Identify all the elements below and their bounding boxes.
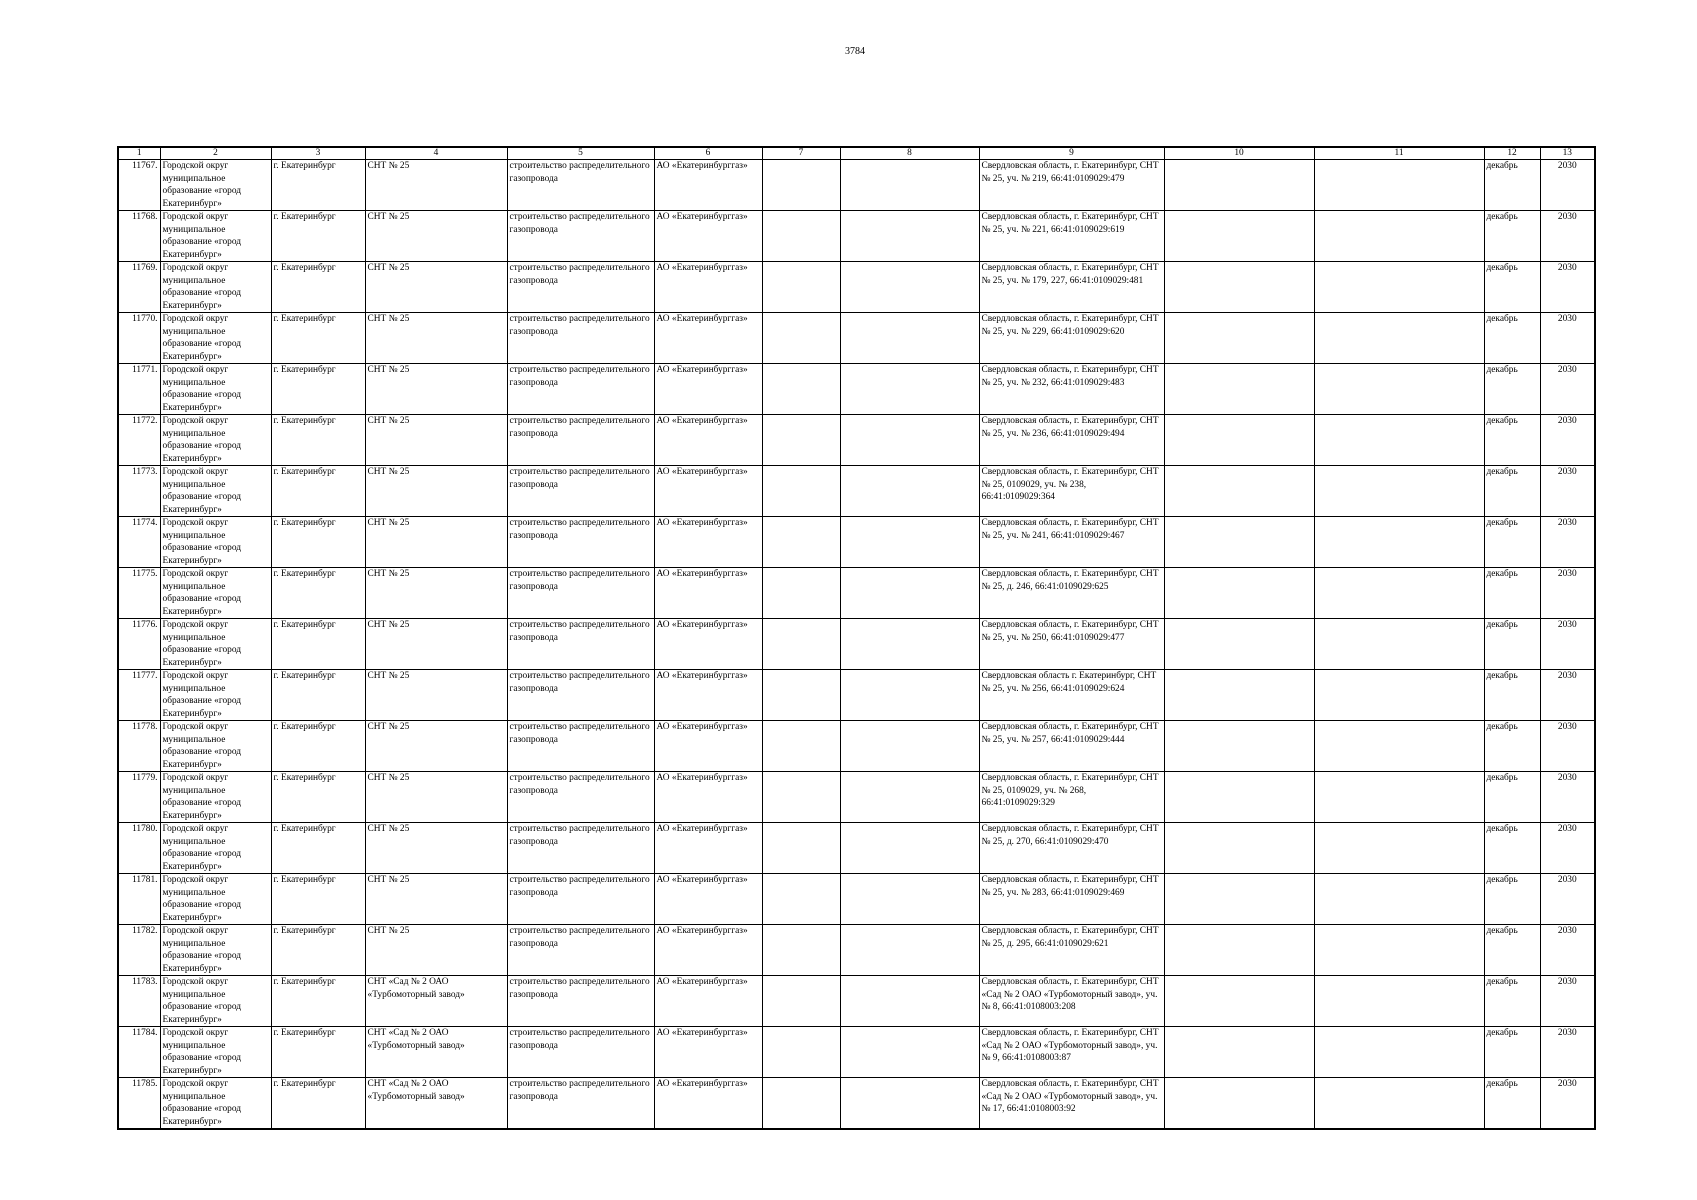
- cell-organization: Городской округ муниципальное образование «город Екатеринбург»: [160, 160, 271, 211]
- cell-city: г. Екатеринбург: [271, 772, 365, 823]
- cell-row-number: 11777.: [118, 670, 160, 721]
- cell-column-11: [1314, 925, 1484, 976]
- column-header-3: 3: [271, 147, 365, 160]
- cell-work-type: строительство распределительного газопровода: [507, 670, 654, 721]
- cell-city: г. Екатеринбург: [271, 925, 365, 976]
- column-header-8: 8: [840, 147, 979, 160]
- cell-column-10: [1164, 415, 1314, 466]
- cell-city: г. Екатеринбург: [271, 823, 365, 874]
- cell-row-number: 11767.: [118, 160, 160, 211]
- cell-company: АО «Екатеринбурггаз»: [654, 568, 762, 619]
- cell-column-8: [840, 925, 979, 976]
- cell-column-8: [840, 670, 979, 721]
- cell-city: г. Екатеринбург: [271, 211, 365, 262]
- cell-organization: Городской округ муниципальное образование «город Екатеринбург»: [160, 415, 271, 466]
- cell-organization: Городской округ муниципальное образование «город Екатеринбург»: [160, 211, 271, 262]
- cell-year: 2030: [1540, 874, 1595, 925]
- cell-row-number: 11773.: [118, 466, 160, 517]
- table-row: [118, 772, 1595, 823]
- cell-address: Свердловская область, г. Екатеринбург, СНТ № 25, уч. № 236, 66:41:0109029:494: [979, 415, 1164, 466]
- cell-column-7: [762, 670, 840, 721]
- cell-column-11: [1314, 976, 1484, 1027]
- cell-city: г. Екатеринбург: [271, 1027, 365, 1078]
- cell-work-type: строительство распределительного газопровода: [507, 925, 654, 976]
- cell-column-8: [840, 568, 979, 619]
- cell-month: декабрь: [1484, 568, 1540, 619]
- cell-column-8: [840, 823, 979, 874]
- cell-site-name: СНТ № 25: [365, 517, 507, 568]
- cell-work-type: строительство распределительного газопровода: [507, 976, 654, 1027]
- cell-address: Свердловская область, г. Екатеринбург, СНТ «Сад № 2 ОАО «Турбомоторный завод», уч. № 9, 66:41:0108003:87: [979, 1027, 1164, 1078]
- cell-row-number: 11775.: [118, 568, 160, 619]
- cell-organization: Городской округ муниципальное образование «город Екатеринбург»: [160, 619, 271, 670]
- cell-column-8: [840, 466, 979, 517]
- cell-column-11: [1314, 619, 1484, 670]
- cell-year: 2030: [1540, 772, 1595, 823]
- cell-column-7: [762, 466, 840, 517]
- cell-address: Свердловская область, г. Екатеринбург, СНТ № 25, д. 295, 66:41:0109029:621: [979, 925, 1164, 976]
- cell-organization: Городской округ муниципальное образование «город Екатеринбург»: [160, 1027, 271, 1078]
- cell-column-10: [1164, 364, 1314, 415]
- cell-column-10: [1164, 721, 1314, 772]
- cell-organization: Городской округ муниципальное образование «город Екатеринбург»: [160, 1078, 271, 1130]
- cell-column-10: [1164, 976, 1314, 1027]
- cell-column-7: [762, 415, 840, 466]
- cell-year: 2030: [1540, 466, 1595, 517]
- cell-column-8: [840, 517, 979, 568]
- cell-month: декабрь: [1484, 415, 1540, 466]
- table-row: [118, 466, 1595, 517]
- cell-column-7: [762, 568, 840, 619]
- table-row: [118, 211, 1595, 262]
- cell-year: 2030: [1540, 568, 1595, 619]
- cell-address: Свердловская область, г. Екатеринбург, СНТ № 25, уч. № 221, 66:41:0109029:619: [979, 211, 1164, 262]
- cell-company: АО «Екатеринбурггаз»: [654, 1078, 762, 1130]
- cell-month: декабрь: [1484, 211, 1540, 262]
- cell-address: Свердловская область, г. Екатеринбург, СНТ № 25, уч. № 257, 66:41:0109029:444: [979, 721, 1164, 772]
- column-header-2: 2: [160, 147, 271, 160]
- cell-year: 2030: [1540, 415, 1595, 466]
- cell-row-number: 11776.: [118, 619, 160, 670]
- cell-address: Свердловская область, г. Екатеринбург, СНТ № 25, уч. № 179, 227, 66:41:0109029:481: [979, 262, 1164, 313]
- cell-year: 2030: [1540, 619, 1595, 670]
- cell-company: АО «Екатеринбурггаз»: [654, 466, 762, 517]
- cell-column-10: [1164, 160, 1314, 211]
- cell-work-type: строительство распределительного газопровода: [507, 568, 654, 619]
- cell-site-name: СНТ «Сад № 2 ОАО «Турбомоторный завод»: [365, 976, 507, 1027]
- cell-company: АО «Екатеринбурггаз»: [654, 517, 762, 568]
- cell-column-11: [1314, 262, 1484, 313]
- cell-column-7: [762, 772, 840, 823]
- cell-row-number: 11772.: [118, 415, 160, 466]
- cell-work-type: строительство распределительного газопровода: [507, 466, 654, 517]
- cell-column-10: [1164, 1027, 1314, 1078]
- cell-row-number: 11781.: [118, 874, 160, 925]
- cell-site-name: СНТ № 25: [365, 211, 507, 262]
- cell-work-type: строительство распределительного газопровода: [507, 619, 654, 670]
- table-row: [118, 262, 1595, 313]
- table-row: [118, 721, 1595, 772]
- column-header-11: 11: [1314, 147, 1484, 160]
- cell-year: 2030: [1540, 976, 1595, 1027]
- cell-month: декабрь: [1484, 364, 1540, 415]
- cell-site-name: СНТ № 25: [365, 823, 507, 874]
- cell-month: декабрь: [1484, 670, 1540, 721]
- cell-row-number: 11771.: [118, 364, 160, 415]
- cell-year: 2030: [1540, 1027, 1595, 1078]
- cell-year: 2030: [1540, 925, 1595, 976]
- cell-site-name: СНТ № 25: [365, 874, 507, 925]
- cell-work-type: строительство распределительного газопровода: [507, 1027, 654, 1078]
- cell-column-10: [1164, 262, 1314, 313]
- cell-city: г. Екатеринбург: [271, 568, 365, 619]
- cell-month: декабрь: [1484, 313, 1540, 364]
- cell-month: декабрь: [1484, 925, 1540, 976]
- column-header-7: 7: [762, 147, 840, 160]
- cell-month: декабрь: [1484, 874, 1540, 925]
- cell-column-10: [1164, 823, 1314, 874]
- column-header-12: 12: [1484, 147, 1540, 160]
- cell-column-11: [1314, 313, 1484, 364]
- cell-company: АО «Екатеринбурггаз»: [654, 313, 762, 364]
- cell-city: г. Екатеринбург: [271, 517, 365, 568]
- cell-column-8: [840, 976, 979, 1027]
- table-row: [118, 976, 1595, 1027]
- cell-address: Свердловская область, г. Екатеринбург, СНТ № 25, д. 270, 66:41:0109029:470: [979, 823, 1164, 874]
- cell-column-11: [1314, 721, 1484, 772]
- cell-column-8: [840, 211, 979, 262]
- table-row: [118, 160, 1595, 211]
- cell-site-name: СНТ «Сад № 2 ОАО «Турбомоторный завод»: [365, 1078, 507, 1130]
- cell-column-11: [1314, 160, 1484, 211]
- cell-column-10: [1164, 313, 1314, 364]
- table-row: [118, 313, 1595, 364]
- cell-column-10: [1164, 925, 1314, 976]
- cell-year: 2030: [1540, 517, 1595, 568]
- cell-column-10: [1164, 670, 1314, 721]
- table-row: [118, 1027, 1595, 1078]
- cell-column-11: [1314, 670, 1484, 721]
- cell-month: декабрь: [1484, 466, 1540, 517]
- cell-year: 2030: [1540, 670, 1595, 721]
- cell-column-11: [1314, 568, 1484, 619]
- page-number: 3784: [845, 46, 865, 57]
- cell-column-11: [1314, 823, 1484, 874]
- cell-column-11: [1314, 772, 1484, 823]
- cell-company: АО «Екатеринбурггаз»: [654, 262, 762, 313]
- cell-organization: Городской округ муниципальное образование «город Екатеринбург»: [160, 874, 271, 925]
- cell-company: АО «Екатеринбурггаз»: [654, 1027, 762, 1078]
- cell-column-10: [1164, 466, 1314, 517]
- cell-column-10: [1164, 211, 1314, 262]
- cell-organization: Городской округ муниципальное образование «город Екатеринбург»: [160, 466, 271, 517]
- cell-row-number: 11769.: [118, 262, 160, 313]
- cell-year: 2030: [1540, 1078, 1595, 1130]
- cell-address: Свердловская область, г. Екатеринбург, СНТ № 25, уч. № 219, 66:41:0109029:479: [979, 160, 1164, 211]
- cell-address: Свердловская область, г. Екатеринбург, СНТ № 25, уч. № 229, 66:41:0109029:620: [979, 313, 1164, 364]
- cell-month: декабрь: [1484, 1027, 1540, 1078]
- table-row: [118, 670, 1595, 721]
- cell-work-type: строительство распределительного газопровода: [507, 721, 654, 772]
- cell-organization: Городской округ муниципальное образование «город Екатеринбург»: [160, 262, 271, 313]
- cell-work-type: строительство распределительного газопровода: [507, 262, 654, 313]
- cell-column-11: [1314, 364, 1484, 415]
- cell-month: декабрь: [1484, 619, 1540, 670]
- cell-column-10: [1164, 1078, 1314, 1130]
- cell-city: г. Екатеринбург: [271, 160, 365, 211]
- cell-row-number: 11785.: [118, 1078, 160, 1130]
- cell-month: декабрь: [1484, 823, 1540, 874]
- cell-column-8: [840, 262, 979, 313]
- cell-column-11: [1314, 1027, 1484, 1078]
- cell-address: Свердловская область, г. Екатеринбург, СНТ «Сад № 2 ОАО «Турбомоторный завод», уч. № 8, 66:41:0108003:208: [979, 976, 1164, 1027]
- cell-column-8: [840, 313, 979, 364]
- cell-column-8: [840, 1078, 979, 1130]
- cell-year: 2030: [1540, 211, 1595, 262]
- cell-city: г. Екатеринбург: [271, 670, 365, 721]
- cell-column-10: [1164, 568, 1314, 619]
- cell-column-10: [1164, 619, 1314, 670]
- cell-column-7: [762, 976, 840, 1027]
- cell-month: декабрь: [1484, 160, 1540, 211]
- cell-column-8: [840, 160, 979, 211]
- cell-site-name: СНТ № 25: [365, 262, 507, 313]
- cell-site-name: СНТ № 25: [365, 721, 507, 772]
- table-row: [118, 415, 1595, 466]
- cell-company: АО «Екатеринбурггаз»: [654, 721, 762, 772]
- column-header-13: 13: [1540, 147, 1595, 160]
- cell-work-type: строительство распределительного газопровода: [507, 415, 654, 466]
- cell-organization: Городской округ муниципальное образование «город Екатеринбург»: [160, 568, 271, 619]
- cell-address: Свердловская область, г. Екатеринбург, СНТ № 25, уч. № 232, 66:41:0109029:483: [979, 364, 1164, 415]
- cell-column-11: [1314, 415, 1484, 466]
- cell-site-name: СНТ № 25: [365, 466, 507, 517]
- cell-address: Свердловская область, г. Екатеринбург, СНТ № 25, уч. № 283, 66:41:0109029:469: [979, 874, 1164, 925]
- register-table: [117, 146, 1596, 1130]
- cell-address: Свердловская область, г. Екатеринбург, СНТ № 25, 0109029, уч. № 268, 66:41:0109029:329: [979, 772, 1164, 823]
- cell-column-7: [762, 262, 840, 313]
- cell-column-7: [762, 313, 840, 364]
- table-row: [118, 874, 1595, 925]
- cell-column-8: [840, 364, 979, 415]
- cell-site-name: СНТ № 25: [365, 415, 507, 466]
- cell-work-type: строительство распределительного газопровода: [507, 160, 654, 211]
- cell-site-name: СНТ № 25: [365, 364, 507, 415]
- cell-city: г. Екатеринбург: [271, 466, 365, 517]
- cell-work-type: строительство распределительного газопровода: [507, 823, 654, 874]
- cell-company: АО «Екатеринбурггаз»: [654, 670, 762, 721]
- cell-city: г. Екатеринбург: [271, 874, 365, 925]
- cell-column-11: [1314, 874, 1484, 925]
- cell-row-number: 11774.: [118, 517, 160, 568]
- cell-city: г. Екатеринбург: [271, 1078, 365, 1130]
- column-header-1: 1: [118, 147, 160, 160]
- cell-column-7: [762, 925, 840, 976]
- cell-column-11: [1314, 1078, 1484, 1130]
- cell-organization: Городской округ муниципальное образование «город Екатеринбург»: [160, 772, 271, 823]
- column-header-10: 10: [1164, 147, 1314, 160]
- cell-month: декабрь: [1484, 772, 1540, 823]
- cell-month: декабрь: [1484, 721, 1540, 772]
- table-row: [118, 823, 1595, 874]
- header-row: [118, 147, 1595, 160]
- cell-work-type: строительство распределительного газопровода: [507, 364, 654, 415]
- cell-company: АО «Екатеринбурггаз»: [654, 211, 762, 262]
- cell-city: г. Екатеринбург: [271, 721, 365, 772]
- cell-month: декабрь: [1484, 262, 1540, 313]
- cell-organization: Городской округ муниципальное образование «город Екатеринбург»: [160, 976, 271, 1027]
- cell-row-number: 11770.: [118, 313, 160, 364]
- table-header: [118, 147, 1595, 160]
- cell-column-7: [762, 1027, 840, 1078]
- cell-month: декабрь: [1484, 976, 1540, 1027]
- cell-organization: Городской округ муниципальное образование «город Екатеринбург»: [160, 670, 271, 721]
- cell-address: Свердловская область г. Екатеринбург, СНТ № 25, уч. № 256, 66:41:0109029:624: [979, 670, 1164, 721]
- cell-work-type: строительство распределительного газопровода: [507, 313, 654, 364]
- column-header-5: 5: [507, 147, 654, 160]
- cell-site-name: СНТ № 25: [365, 772, 507, 823]
- cell-organization: Городской округ муниципальное образование «город Екатеринбург»: [160, 925, 271, 976]
- cell-company: АО «Екатеринбурггаз»: [654, 823, 762, 874]
- cell-column-11: [1314, 466, 1484, 517]
- cell-row-number: 11784.: [118, 1027, 160, 1078]
- cell-column-10: [1164, 874, 1314, 925]
- cell-site-name: СНТ № 25: [365, 160, 507, 211]
- cell-site-name: СНТ «Сад № 2 ОАО «Турбомоторный завод»: [365, 1027, 507, 1078]
- cell-address: Свердловская область, г. Екатеринбург, СНТ № 25, д. 246, 66:41:0109029:625: [979, 568, 1164, 619]
- cell-city: г. Екатеринбург: [271, 619, 365, 670]
- cell-column-11: [1314, 211, 1484, 262]
- cell-column-7: [762, 1078, 840, 1130]
- table-row: [118, 1078, 1595, 1130]
- cell-month: декабрь: [1484, 1078, 1540, 1130]
- cell-column-8: [840, 721, 979, 772]
- cell-column-8: [840, 874, 979, 925]
- cell-year: 2030: [1540, 313, 1595, 364]
- table-row: [118, 517, 1595, 568]
- cell-column-8: [840, 1027, 979, 1078]
- column-header-9: 9: [979, 147, 1164, 160]
- cell-column-8: [840, 772, 979, 823]
- cell-company: АО «Екатеринбурггаз»: [654, 772, 762, 823]
- cell-city: г. Екатеринбург: [271, 415, 365, 466]
- cell-column-10: [1164, 772, 1314, 823]
- cell-year: 2030: [1540, 823, 1595, 874]
- cell-company: АО «Екатеринбурггаз»: [654, 976, 762, 1027]
- cell-city: г. Екатеринбург: [271, 364, 365, 415]
- cell-city: г. Екатеринбург: [271, 976, 365, 1027]
- column-header-6: 6: [654, 147, 762, 160]
- table-body: [118, 160, 1595, 1130]
- table-row: [118, 619, 1595, 670]
- cell-organization: Городской округ муниципальное образование «город Екатеринбург»: [160, 517, 271, 568]
- cell-year: 2030: [1540, 160, 1595, 211]
- table-row: [118, 925, 1595, 976]
- cell-address: Свердловская область, г. Екатеринбург, СНТ № 25, уч. № 250, 66:41:0109029:477: [979, 619, 1164, 670]
- cell-company: АО «Екатеринбурггаз»: [654, 619, 762, 670]
- cell-row-number: 11768.: [118, 211, 160, 262]
- cell-company: АО «Екатеринбурггаз»: [654, 364, 762, 415]
- cell-company: АО «Екатеринбурггаз»: [654, 925, 762, 976]
- cell-row-number: 11782.: [118, 925, 160, 976]
- cell-column-7: [762, 823, 840, 874]
- cell-work-type: строительство распределительного газопровода: [507, 517, 654, 568]
- cell-city: г. Екатеринбург: [271, 313, 365, 364]
- cell-year: 2030: [1540, 364, 1595, 415]
- cell-column-7: [762, 364, 840, 415]
- cell-work-type: строительство распределительного газопровода: [507, 1078, 654, 1130]
- cell-row-number: 11779.: [118, 772, 160, 823]
- column-header-4: 4: [365, 147, 507, 160]
- cell-column-8: [840, 619, 979, 670]
- cell-address: Свердловская область, г. Екатеринбург, СНТ № 25, 0109029, уч. № 238, 66:41:0109029:364: [979, 466, 1164, 517]
- cell-organization: Городской округ муниципальное образование «город Екатеринбург»: [160, 823, 271, 874]
- cell-organization: Городской округ муниципальное образование «город Екатеринбург»: [160, 364, 271, 415]
- cell-city: г. Екатеринбург: [271, 262, 365, 313]
- cell-address: Свердловская область, г. Екатеринбург, СНТ № 25, уч. № 241, 66:41:0109029:467: [979, 517, 1164, 568]
- cell-row-number: 11780.: [118, 823, 160, 874]
- table-row: [118, 568, 1595, 619]
- cell-month: декабрь: [1484, 517, 1540, 568]
- cell-row-number: 11783.: [118, 976, 160, 1027]
- cell-column-7: [762, 160, 840, 211]
- cell-site-name: СНТ № 25: [365, 670, 507, 721]
- cell-work-type: строительство распределительного газопровода: [507, 211, 654, 262]
- cell-column-7: [762, 619, 840, 670]
- cell-year: 2030: [1540, 721, 1595, 772]
- cell-site-name: СНТ № 25: [365, 925, 507, 976]
- cell-organization: Городской округ муниципальное образование «город Екатеринбург»: [160, 313, 271, 364]
- cell-company: АО «Екатеринбурггаз»: [654, 415, 762, 466]
- cell-work-type: строительство распределительного газопровода: [507, 874, 654, 925]
- cell-site-name: СНТ № 25: [365, 568, 507, 619]
- cell-organization: Городской округ муниципальное образование «город Екатеринбург»: [160, 721, 271, 772]
- cell-row-number: 11778.: [118, 721, 160, 772]
- cell-column-7: [762, 874, 840, 925]
- cell-work-type: строительство распределительного газопровода: [507, 772, 654, 823]
- cell-column-8: [840, 415, 979, 466]
- cell-column-10: [1164, 517, 1314, 568]
- cell-address: Свердловская область, г. Екатеринбург, СНТ «Сад № 2 ОАО «Турбомоторный завод», уч. № 17, 66:41:0108003:92: [979, 1078, 1164, 1130]
- cell-column-11: [1314, 517, 1484, 568]
- cell-column-7: [762, 517, 840, 568]
- table-row: [118, 364, 1595, 415]
- cell-site-name: СНТ № 25: [365, 313, 507, 364]
- cell-column-7: [762, 211, 840, 262]
- cell-site-name: СНТ № 25: [365, 619, 507, 670]
- cell-column-7: [762, 721, 840, 772]
- cell-company: АО «Екатеринбурггаз»: [654, 874, 762, 925]
- cell-company: АО «Екатеринбурггаз»: [654, 160, 762, 211]
- cell-year: 2030: [1540, 262, 1595, 313]
